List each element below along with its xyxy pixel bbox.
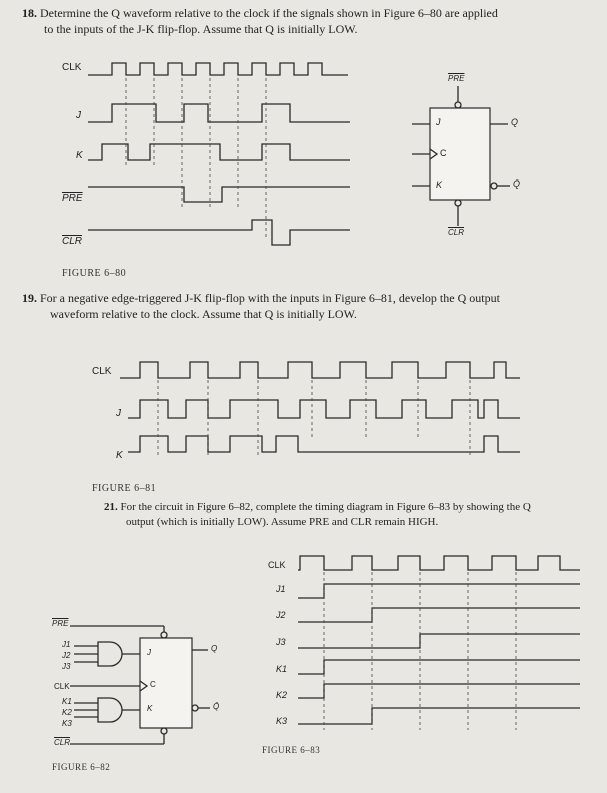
q19-label-k: K	[116, 450, 123, 461]
q21-in-j1: J1	[62, 640, 71, 649]
q18-ff-j: J	[436, 117, 441, 127]
q21-j3-waveform	[298, 634, 580, 648]
q19-text-line2: waveform relative to the clock. Assume that Q is initially LOW.	[50, 307, 357, 321]
q19-text-line1: For a negative edge-triggered J-K flip-flop with the inputs in Figure 6–81, develop the Q output	[40, 291, 500, 305]
q21-t-k3: K3	[276, 716, 288, 726]
figure-6-80-caption: FIGURE 6–80	[62, 268, 127, 279]
q21-in-pre: $\overline{PRE}$	[52, 619, 69, 628]
q18-ff-qbar: Q̄	[513, 179, 521, 189]
q21-in-k2: K2	[62, 708, 72, 717]
q18-text-line2: to the inputs of the J-K flip-flop. Assume that Q is initially LOW.	[44, 22, 358, 36]
q21-ff-qbar: Q̄	[213, 702, 220, 711]
q21-in-k3: K3	[62, 719, 72, 728]
figure-6-82-caption: FIGURE 6–82	[52, 762, 111, 772]
q21-number: 21.	[104, 501, 118, 513]
q19-label-j: J	[116, 408, 121, 419]
q21-ff-j: J	[147, 648, 151, 657]
q21-in-clk: CLK	[54, 682, 70, 691]
q21-k2-waveform	[298, 684, 580, 698]
q19-label-clk: CLK	[92, 366, 112, 377]
q21-in-clr: $\overline{CLR}$	[54, 738, 71, 747]
q21-k3-waveform	[298, 708, 580, 724]
q21-t-j2: J2	[276, 610, 286, 620]
q21-in-j2: J2	[62, 651, 71, 660]
q21-ff-q: Q	[211, 644, 218, 653]
figure-6-81-caption: FIGURE 6–81	[92, 483, 157, 494]
figure-6-83-caption: FIGURE 6–83	[262, 745, 321, 755]
q21-t-k1: K1	[276, 664, 288, 674]
q18-label-k: K	[76, 150, 83, 161]
q18-ff-clr: $\overline{CLR}$	[448, 228, 465, 237]
q21-in-k1: K1	[62, 697, 72, 706]
q18-label-j: J	[76, 110, 81, 121]
q18-ff-pre: $\overline{PRE}$	[448, 74, 465, 83]
q21-text-line2: output (which is initially LOW). Assume PRE and CLR remain HIGH.	[126, 516, 439, 528]
q21-in-j3: J3	[62, 662, 71, 671]
q21-text-line1: For the circuit in Figure 6–82, complete the timing diagram in Figure 6–83 by showing the Q	[120, 501, 531, 513]
q18-ff-k: K	[436, 180, 443, 190]
q19-number: 19.	[22, 291, 37, 305]
q21-j2-waveform	[298, 608, 580, 622]
q21-t-clk: CLK	[268, 560, 286, 570]
q21-ff-k: K	[147, 704, 153, 713]
q21-t-j3: J3	[276, 637, 286, 647]
q18-number: 18.	[22, 6, 37, 20]
q18-text-line1: Determine the Q waveform relative to the clock if the signals shown in Figure 6–80 are applied	[40, 6, 498, 20]
q21-ff-c: C	[150, 680, 156, 689]
q18-ff-q: Q	[511, 117, 519, 127]
q21-j1-waveform	[298, 584, 580, 598]
q18-ff-c: C	[440, 148, 447, 158]
q18-label-clk: CLK	[62, 62, 82, 73]
q18-label-pre: $\overline{PRE}$	[62, 193, 83, 204]
q21-k1-waveform	[298, 660, 580, 674]
q21-clk-waveform	[298, 556, 580, 570]
q21-t-j1: J1	[276, 584, 286, 594]
q21-t-k2: K2	[276, 690, 288, 700]
q18-label-clr: $\overline{CLR}$	[62, 236, 83, 247]
